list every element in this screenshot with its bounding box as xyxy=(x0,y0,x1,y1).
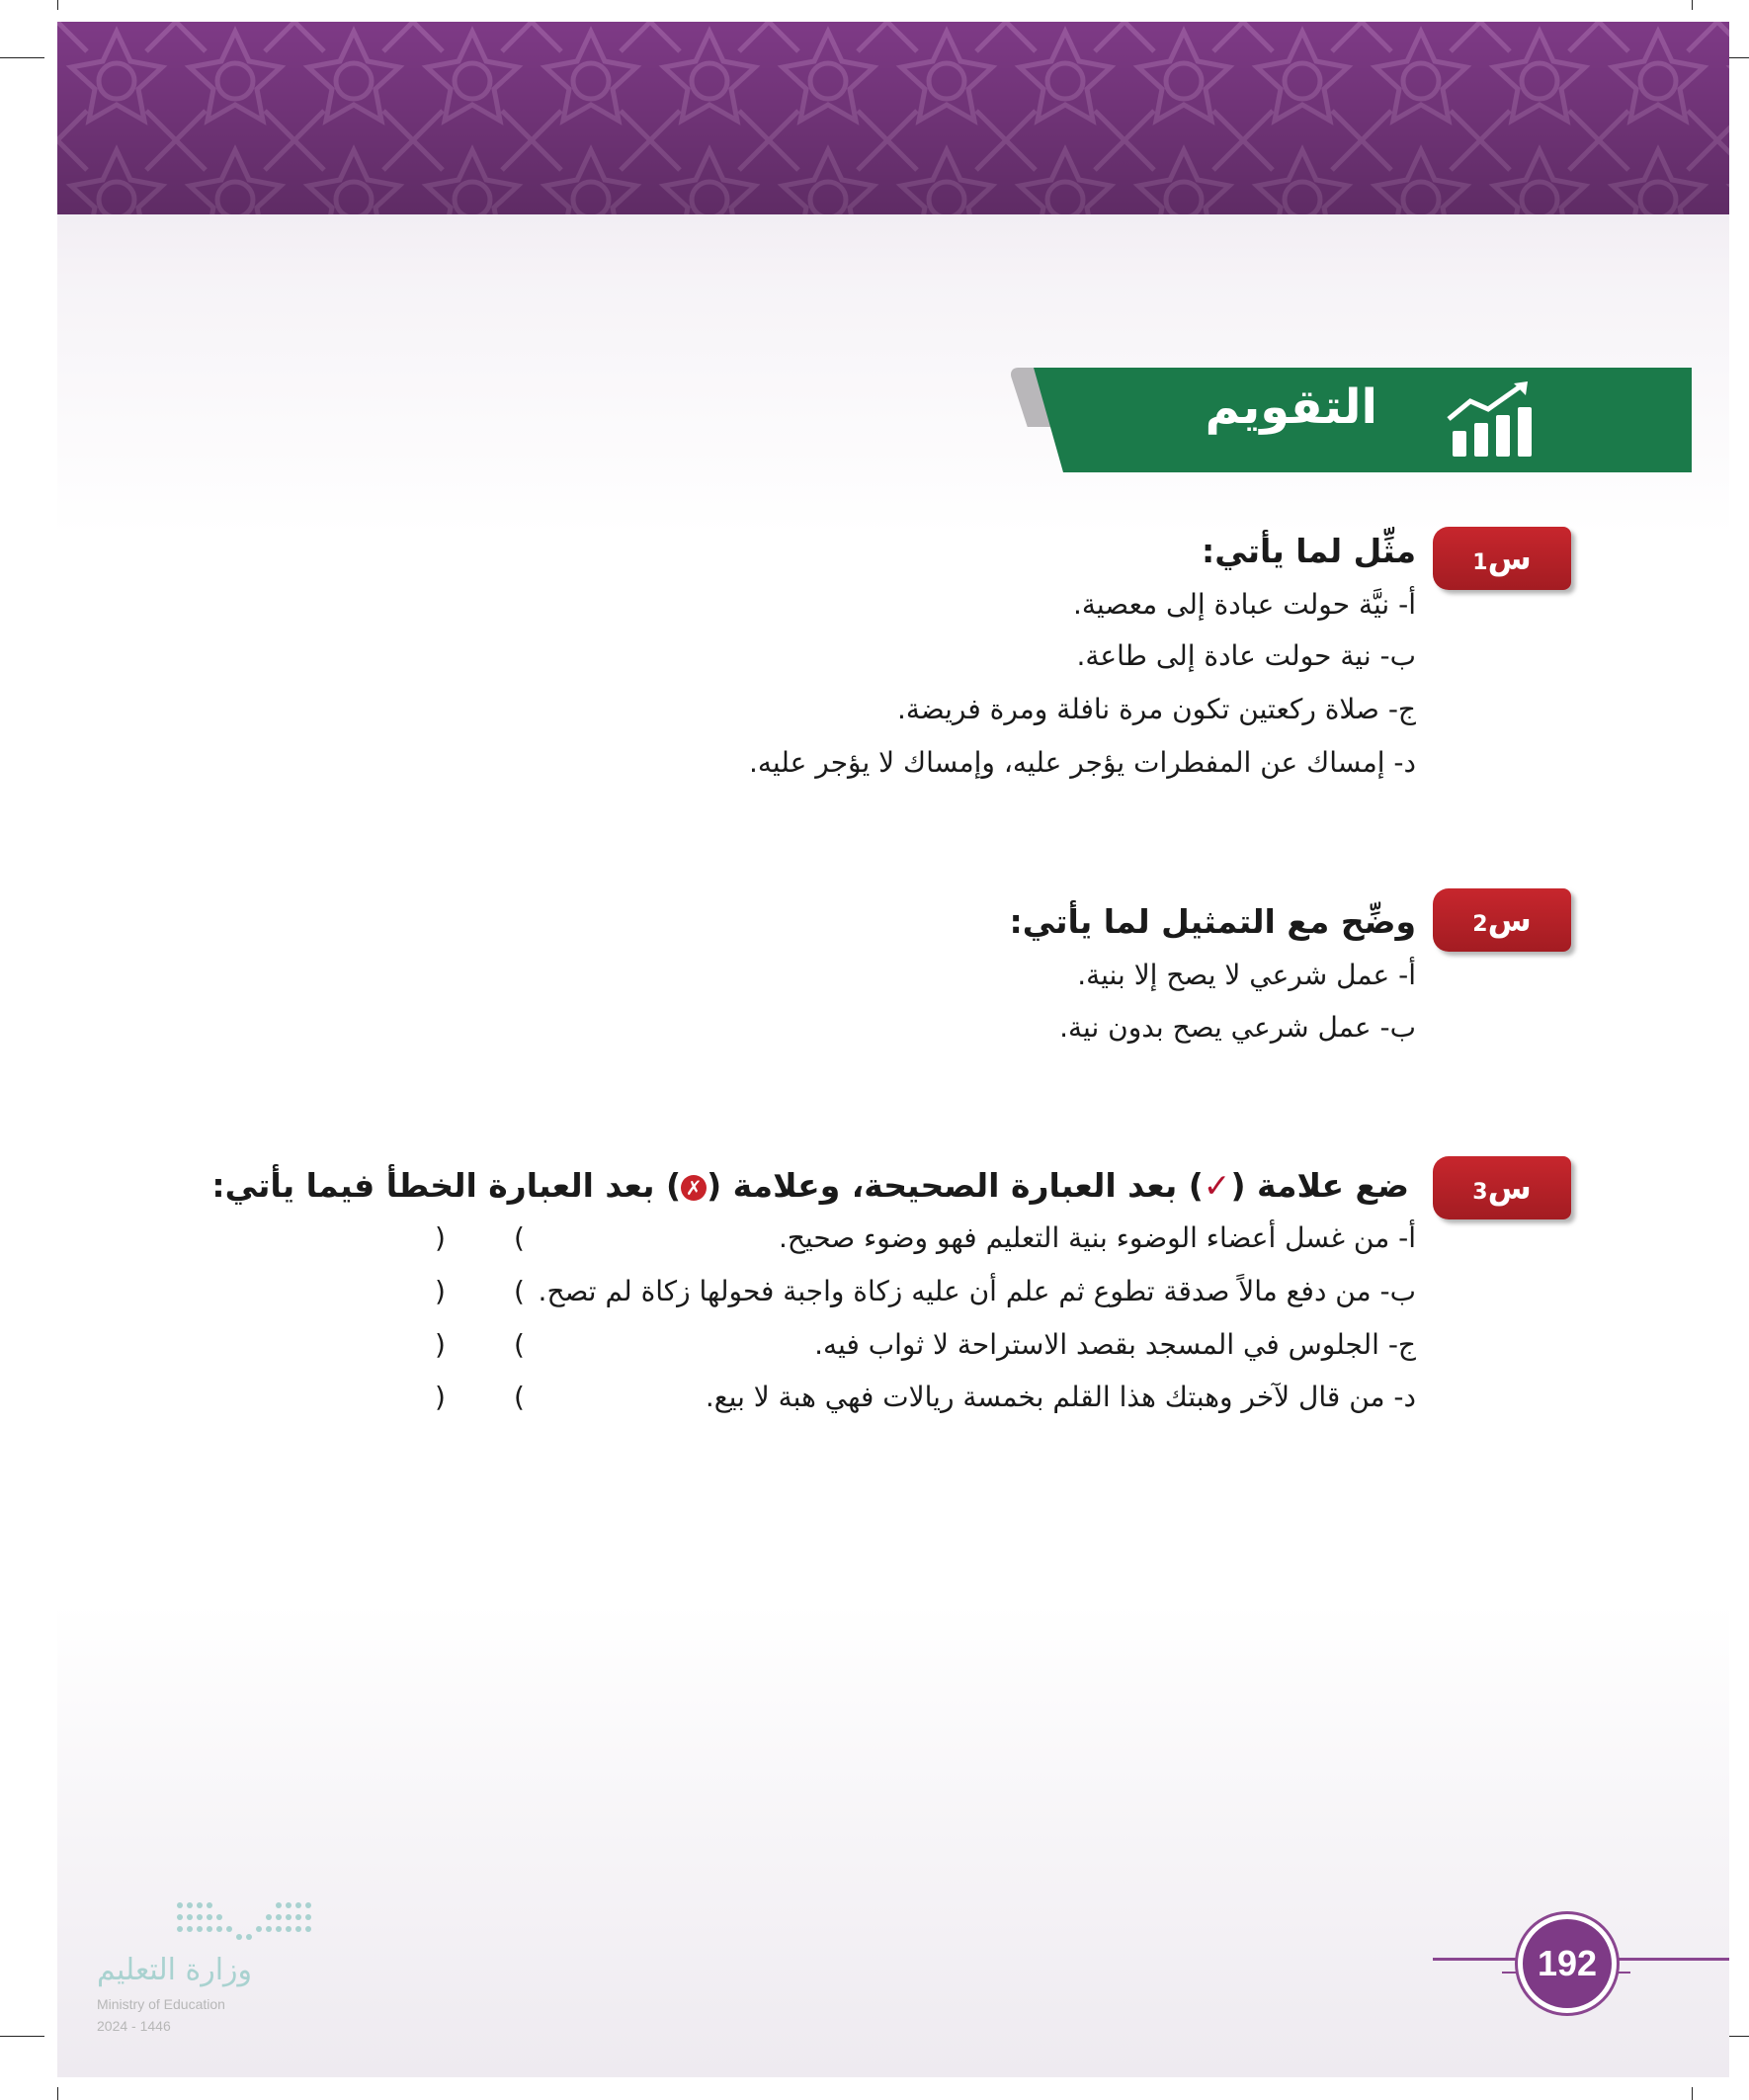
answer-open-paren: ( xyxy=(514,1381,525,1413)
ministry-name-ar: وزارة التعليم xyxy=(97,1953,253,1987)
question-2-title: وضِّح مع التمثيل لما يأتي: xyxy=(1009,902,1416,941)
geometric-pattern xyxy=(57,22,1729,214)
question-3-badge: س $_3$ xyxy=(1433,1156,1571,1219)
question-3-item: ج- الجلوس في المسجد بقصد الاستراحة لا ثواب فيه. xyxy=(814,1328,1416,1361)
ministry-dots-icon xyxy=(170,1895,328,1945)
question-1-item: أ- نيَّة حولت عبادة إلى معصية. xyxy=(1072,588,1416,621)
question-1-title: مثِّل لما يأتي: xyxy=(1202,532,1416,570)
question-1-badge: س $_1$ xyxy=(1433,527,1571,590)
ministry-name-en: Ministry of Education xyxy=(97,1996,225,2012)
crop-mark xyxy=(57,2087,58,2100)
question-2-item: أ- عمل شرعي لا يصح إلا بنية. xyxy=(1077,959,1416,991)
page-number: 192 xyxy=(1518,1914,1617,2013)
growth-chart-icon xyxy=(1445,379,1534,459)
question-2-badge: س $_2$ xyxy=(1433,888,1571,952)
page-background xyxy=(57,22,1729,2077)
crop-mark xyxy=(0,2036,44,2037)
question-1-item: ج- صلاة ركعتين تكون مرة نافلة ومرة فريضة. xyxy=(896,693,1416,725)
question-1-item: ب- نية حولت عادة إلى طاعة. xyxy=(1076,639,1416,672)
section-header xyxy=(1018,368,1692,472)
answer-close-paren: ) xyxy=(435,1221,446,1254)
answer-open-paren: ( xyxy=(514,1221,525,1254)
crop-mark xyxy=(57,0,58,10)
section-title: التقويم xyxy=(1205,379,1377,435)
question-2-item: ب- عمل شرعي يصح بدون نية. xyxy=(1059,1011,1416,1044)
question-1-item: د- إمساك عن المفطرات يؤجر عليه، وإمساك لا يؤجر عليه. xyxy=(749,746,1416,779)
check-mark-icon: ✓ xyxy=(1203,1166,1231,1205)
crop-mark xyxy=(1692,2087,1693,2100)
question-3-title: ضع علامة (✓) بعد العبارة الصحيحة، وعلامة (✗) بعد العبارة الخطأ فيما يأتي: xyxy=(211,1166,1409,1205)
crop-mark xyxy=(1692,0,1693,10)
answer-open-paren: ( xyxy=(514,1328,525,1361)
ministry-year: 2024 - 1446 xyxy=(97,2018,171,2034)
answer-open-paren: ( xyxy=(514,1275,525,1307)
question-3-item: أ- من غسل أعضاء الوضوء بنية التعليم فهو وضوء صحيح. xyxy=(778,1221,1416,1254)
crop-mark xyxy=(0,57,44,58)
answer-close-paren: ) xyxy=(435,1381,446,1413)
ministry-logo xyxy=(97,1895,324,2044)
cross-mark-icon: ✗ xyxy=(681,1175,707,1201)
question-3-item: ب- من دفع مالاً صدقة تطوع ثم علم أن عليه زكاة واجبة فحولها زكاة لم تصح. xyxy=(538,1275,1416,1307)
answer-close-paren: ) xyxy=(435,1328,446,1361)
decorative-banner xyxy=(57,22,1729,214)
question-3-item: د- من قال لآخر وهبتك هذا القلم بخمسة ريالات فهي هبة لا بيع. xyxy=(705,1381,1416,1413)
answer-close-paren: ) xyxy=(435,1275,446,1307)
